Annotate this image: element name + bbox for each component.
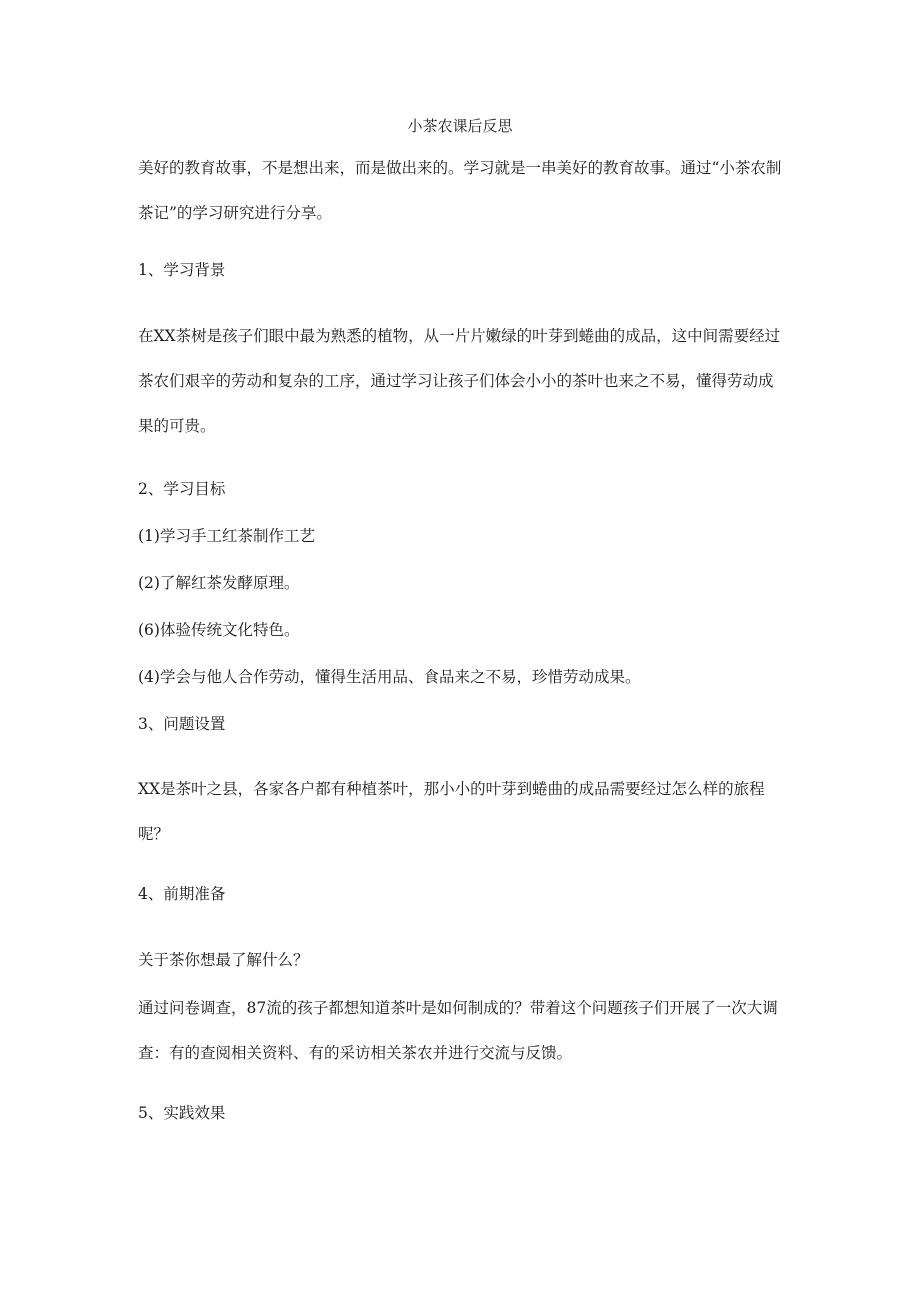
section-1-heading: 1、学习背景	[138, 261, 226, 279]
goal-item-1: (1)学习手工红茶制作工艺	[138, 527, 315, 545]
intro-paragraph: 美好的教育故事，不是想出来，而是做出来的。学习就是一串美好的教育故事。通过“小茶农制茶记”的学习研究进行分享。	[138, 159, 782, 222]
section-5-heading: 5、实践效果	[138, 1104, 226, 1122]
section-4-question: 关于茶你想最了解什么？	[138, 951, 309, 969]
section-3-body: XX是茶叶之县，各家各户都有种植茶叶，那小小的叶芽到蜷曲的成品需要经过怎么样的旅程呢？	[138, 780, 765, 843]
section-1-body: 在XX茶树是孩子们眼中最为熟悉的植物，从一片片嫩绿的叶芽到蜷曲的成品，这中间需要经过茶农们艰辛的劳动和复杂的工序，通过学习让孩子们体会小小的茶叶也来之不易，懂得劳动成果的可贵。	[138, 327, 781, 435]
section-2-heading: 2、学习目标	[138, 480, 226, 498]
goal-item-4: (4)学会与他人合作劳动，懂得生活用品、食品来之不易，珍惜劳动成果。	[138, 668, 641, 686]
section-3-heading: 3、问题设置	[138, 715, 226, 733]
page-title: 小茶农课后反思	[407, 117, 513, 135]
section-4-heading: 4、前期准备	[138, 885, 226, 903]
section-4-body: 通过问卷调查，87流的孩子都想知道茶叶是如何制成的？带着这个问题孩子们开展了一次大调查：有的查阅相关资料、有的采访相关茶农并进行交流与反馈。	[138, 999, 778, 1062]
goal-item-3: (6)体验传统文化特色。	[138, 621, 300, 639]
goal-item-2: (2)了解红茶发酵原理。	[138, 574, 300, 592]
